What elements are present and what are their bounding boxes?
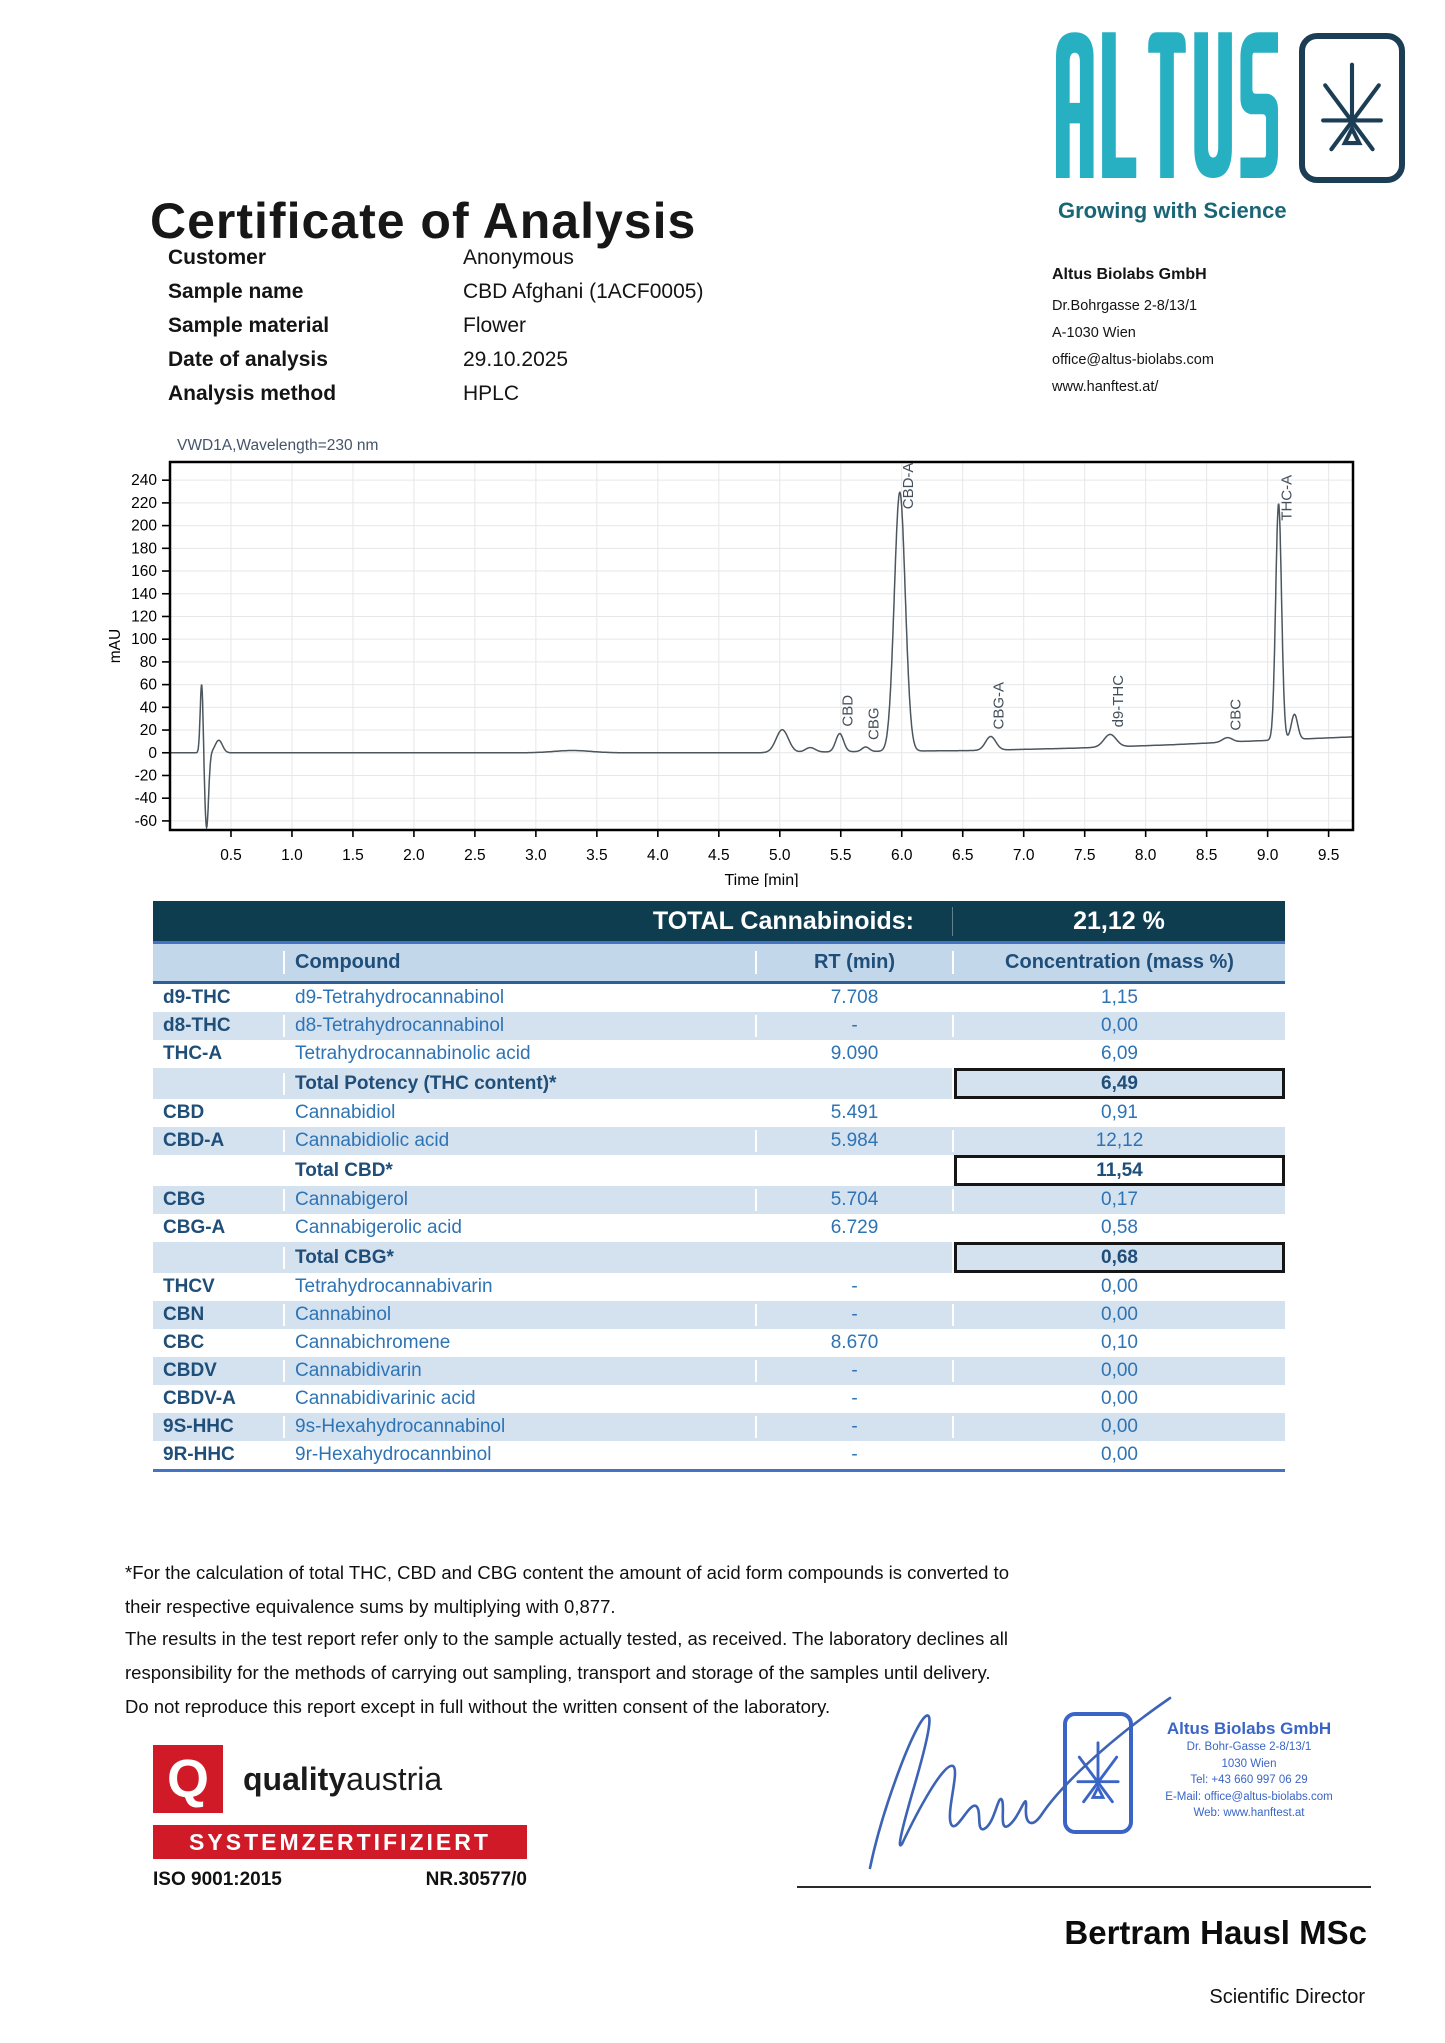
cell-concentration: 6,09 bbox=[952, 1043, 1285, 1065]
cell-abbr: d8-THC bbox=[163, 1015, 231, 1036]
svg-text:5.0: 5.0 bbox=[769, 847, 791, 864]
certificate-number: NR.30577/0 bbox=[425, 1869, 527, 1890]
cell-concentration: 0,17 bbox=[952, 1189, 1285, 1211]
svg-text:8.5: 8.5 bbox=[1195, 847, 1218, 864]
stamp-address-line: Tel: +43 660 997 06 29 bbox=[1190, 1774, 1308, 1786]
svg-text:-40: -40 bbox=[134, 790, 157, 808]
svg-text:60: 60 bbox=[139, 676, 157, 694]
svg-text:3.5: 3.5 bbox=[586, 847, 608, 864]
cell-compound: Cannabigerolic acid bbox=[283, 1217, 755, 1239]
svg-text:5.5: 5.5 bbox=[829, 847, 852, 864]
svg-text:0.5: 0.5 bbox=[220, 847, 242, 864]
systemzertifiziert-banner: SYSTEMZERTIFIZIERT bbox=[153, 1825, 527, 1859]
info-value: 29.10.2025 bbox=[463, 348, 569, 371]
svg-text:CBG: CBG bbox=[865, 707, 883, 740]
cell-concentration bbox=[952, 1155, 1285, 1186]
info-label: Sample material bbox=[168, 314, 330, 337]
hemp-leaf-icon bbox=[1319, 56, 1385, 160]
table-row bbox=[153, 1099, 1285, 1127]
table-row bbox=[153, 1040, 1285, 1068]
cell-concentration: 0,00 bbox=[952, 1416, 1285, 1438]
info-row bbox=[168, 343, 703, 377]
cell-concentration: 0,00 bbox=[952, 1360, 1285, 1382]
svg-text:220: 220 bbox=[131, 494, 157, 512]
table-row bbox=[153, 1273, 1285, 1301]
svg-text:40: 40 bbox=[139, 699, 157, 717]
company-stamp bbox=[1063, 1712, 1355, 1834]
table-header-row bbox=[153, 944, 1285, 984]
cell-rt: - bbox=[755, 1416, 952, 1438]
table-row bbox=[153, 1385, 1285, 1413]
svg-text:-20: -20 bbox=[134, 767, 157, 785]
cell-concentration: 12,12 bbox=[952, 1130, 1285, 1152]
cell-abbr: CBD-A bbox=[163, 1130, 225, 1151]
cell-compound: Cannabinol bbox=[283, 1304, 755, 1326]
table-row bbox=[153, 1214, 1285, 1242]
cell-abbr: 9S-HHC bbox=[163, 1416, 234, 1437]
svg-text:1.0: 1.0 bbox=[281, 847, 303, 864]
svg-text:80: 80 bbox=[139, 653, 157, 671]
cell-abbr: THCV bbox=[163, 1276, 215, 1297]
svg-text:9.5: 9.5 bbox=[1317, 847, 1340, 864]
quality-austria-block bbox=[153, 1745, 527, 1891]
svg-text:200: 200 bbox=[131, 517, 157, 535]
cell-abbr: CBC bbox=[163, 1332, 205, 1353]
cell-abbr: CBD bbox=[163, 1102, 205, 1123]
svg-text:240: 240 bbox=[131, 472, 157, 490]
chart-title: VWD1A,Wavelength=230 nm bbox=[177, 437, 379, 454]
svg-text:2.0: 2.0 bbox=[403, 847, 425, 864]
cell-abbr: 9R-HHC bbox=[163, 1444, 235, 1465]
cell-abbr: CBDV-A bbox=[163, 1388, 236, 1409]
svg-text:7.5: 7.5 bbox=[1073, 847, 1096, 864]
info-value: HPLC bbox=[463, 382, 520, 405]
cell-concentration: 0,00 bbox=[952, 1444, 1285, 1466]
table-row bbox=[153, 1413, 1285, 1441]
info-value: Flower bbox=[463, 314, 527, 337]
svg-text:Time [min]: Time [min] bbox=[724, 872, 799, 887]
total-value-box: 0,68 bbox=[954, 1242, 1285, 1273]
iso-label: ISO 9001:2015 bbox=[153, 1869, 282, 1890]
table-row bbox=[153, 1357, 1285, 1385]
footnote-line: *For the calculation of total THC, CBD and CBG content the amount of acid form compounds is converted to bbox=[125, 1562, 1009, 1583]
stamp-hemp-icon bbox=[1075, 1732, 1121, 1814]
quality-austria-q-icon: Q bbox=[153, 1745, 223, 1813]
sample-info-block bbox=[168, 241, 703, 411]
cell-rt: 6.729 bbox=[755, 1217, 952, 1239]
total-row bbox=[153, 1242, 1285, 1273]
chromatogram-chart bbox=[95, 432, 1360, 887]
info-label: Customer bbox=[168, 246, 267, 269]
logo-tagline: Growing with Science bbox=[1058, 198, 1287, 223]
header-compound: Compound bbox=[283, 951, 755, 974]
stamp-address-line: Dr. Bohr-Gasse 2-8/13/1 bbox=[1186, 1741, 1312, 1753]
stamp-company-name: Altus Biolabs GmbH bbox=[1166, 1719, 1332, 1738]
cell-concentration bbox=[952, 1068, 1285, 1099]
disclaimer-line: Do not reproduce this report except in full without the written consent of the laboratory. bbox=[125, 1696, 831, 1717]
company-address-line: office@altus-biolabs.com bbox=[1052, 352, 1214, 368]
cell-abbr: THC-A bbox=[163, 1043, 223, 1064]
svg-text:2.5: 2.5 bbox=[464, 847, 486, 864]
info-value: Anonymous bbox=[463, 246, 574, 269]
cell-rt: 5.491 bbox=[755, 1102, 952, 1124]
cell-compound: Cannabidiolic acid bbox=[283, 1130, 755, 1152]
cell-rt: 9.090 bbox=[755, 1043, 952, 1065]
table-row bbox=[153, 1301, 1285, 1329]
cell-concentration: 0,00 bbox=[952, 1388, 1285, 1410]
svg-text:-60: -60 bbox=[134, 812, 157, 830]
svg-text:CBC: CBC bbox=[1227, 698, 1245, 731]
total-value-box: 6,49 bbox=[954, 1068, 1285, 1099]
svg-text:CBD-A: CBD-A bbox=[899, 462, 917, 510]
svg-text:CBG-A: CBG-A bbox=[990, 681, 1008, 730]
company-address-block bbox=[1052, 266, 1214, 401]
cell-compound: 9r-Hexahydrocannbinol bbox=[283, 1444, 755, 1466]
svg-text:100: 100 bbox=[131, 631, 157, 649]
cell-abbr: CBN bbox=[163, 1304, 205, 1325]
svg-text:9.0: 9.0 bbox=[1256, 847, 1279, 864]
table-row bbox=[153, 984, 1285, 1012]
footnote-line: their respective equivalence sums by multiplying with 0,877. bbox=[125, 1596, 616, 1617]
stamp-address-line: E-Mail: office@altus-biolabs.com bbox=[1165, 1790, 1333, 1803]
table-row bbox=[153, 1441, 1285, 1469]
cell-rt: - bbox=[755, 1015, 952, 1037]
info-label: Sample name bbox=[168, 280, 304, 303]
info-row bbox=[168, 377, 703, 411]
info-label: Date of analysis bbox=[168, 348, 328, 371]
table-row bbox=[153, 1186, 1285, 1214]
info-value: CBD Afghani (1ACF0005) bbox=[463, 280, 704, 303]
cell-compound: Tetrahydrocannabivarin bbox=[283, 1276, 755, 1298]
signatory-name: Bertram Hausl MSc bbox=[1064, 1914, 1367, 1951]
svg-text:140: 140 bbox=[131, 585, 157, 603]
cell-rt: 5.984 bbox=[755, 1130, 952, 1152]
cell-rt: - bbox=[755, 1388, 952, 1410]
cell-compound: Cannabichromene bbox=[283, 1332, 755, 1354]
cell-abbr: CBG bbox=[163, 1189, 206, 1210]
cell-concentration: 0,58 bbox=[952, 1217, 1285, 1239]
cell-abbr: d9-THC bbox=[163, 987, 231, 1008]
info-row bbox=[168, 275, 703, 309]
cell-compound: d9-Tetrahydrocannabinol bbox=[283, 987, 755, 1009]
cannabinoid-table bbox=[153, 901, 1285, 1472]
cell-rt: 5.704 bbox=[755, 1189, 952, 1211]
svg-text:180: 180 bbox=[131, 540, 157, 558]
cell-concentration: 0,00 bbox=[952, 1015, 1285, 1037]
cell-compound: Cannabidiol bbox=[283, 1102, 755, 1124]
cell-abbr: CBG-A bbox=[163, 1217, 226, 1238]
stamp-address-line: Web: www.hanftest.at bbox=[1193, 1807, 1305, 1819]
svg-text:7.0: 7.0 bbox=[1012, 847, 1035, 864]
cell-compound: Tetrahydrocannabinolic acid bbox=[283, 1043, 755, 1065]
svg-text:160: 160 bbox=[131, 563, 157, 581]
table-row bbox=[153, 1127, 1285, 1155]
info-row bbox=[168, 241, 703, 275]
cell-concentration: 0,91 bbox=[952, 1102, 1285, 1124]
cell-rt: 7.708 bbox=[755, 987, 952, 1009]
cell-compound: Cannabidivarin bbox=[283, 1360, 755, 1382]
svg-text:d9-THC: d9-THC bbox=[1110, 674, 1128, 728]
stamp-badge bbox=[1063, 1712, 1133, 1834]
total-cannabinoids-value: 21,12 % bbox=[952, 907, 1285, 936]
svg-text:8.0: 8.0 bbox=[1134, 847, 1157, 864]
cell-rt: - bbox=[755, 1444, 952, 1466]
svg-text:CBD: CBD bbox=[839, 694, 857, 727]
cell-rt: - bbox=[755, 1304, 952, 1326]
svg-text:4.5: 4.5 bbox=[708, 847, 730, 864]
cell-abbr: CBDV bbox=[163, 1360, 217, 1381]
cell-compound: Total CBG* bbox=[283, 1247, 755, 1269]
header-rt: RT (min) bbox=[755, 951, 952, 974]
disclaimer-line: The results in the test report refer only to the sample actually tested, as received. The laboratory declines all bbox=[125, 1628, 1008, 1649]
cell-concentration: 0,00 bbox=[952, 1304, 1285, 1326]
total-value-box: 11,54 bbox=[954, 1155, 1285, 1186]
altus-logo-badge bbox=[1299, 33, 1405, 183]
svg-text:6.5: 6.5 bbox=[951, 847, 974, 864]
page-title: Certificate of Analysis bbox=[150, 193, 697, 249]
cell-concentration bbox=[952, 1242, 1285, 1273]
svg-text:mAU: mAU bbox=[107, 628, 124, 664]
altus-logo-wordmark bbox=[1056, 30, 1278, 178]
cell-concentration: 0,10 bbox=[952, 1332, 1285, 1354]
disclaimer-line: responsibility for the methods of carrying out sampling, transport and storage of the samples until delivery. bbox=[125, 1662, 991, 1683]
cell-concentration: 0,00 bbox=[952, 1276, 1285, 1298]
cell-compound: Total CBD* bbox=[283, 1160, 755, 1182]
cell-rt: - bbox=[755, 1276, 952, 1298]
cell-compound: 9s-Hexahydrocannabinol bbox=[283, 1416, 755, 1438]
svg-text:120: 120 bbox=[131, 608, 157, 626]
cell-compound: Cannabidivarinic acid bbox=[283, 1388, 755, 1410]
total-cannabinoids-label: TOTAL Cannabinoids: bbox=[652, 906, 914, 935]
svg-text:1.5: 1.5 bbox=[342, 847, 364, 864]
stamp-address-line: 1030 Wien bbox=[1221, 1757, 1277, 1770]
info-label: Analysis method bbox=[168, 382, 337, 405]
svg-text:0: 0 bbox=[148, 744, 157, 762]
cell-compound: d8-Tetrahydrocannabinol bbox=[283, 1015, 755, 1037]
info-row bbox=[168, 309, 703, 343]
svg-text:4.0: 4.0 bbox=[647, 847, 669, 864]
table-row bbox=[153, 1329, 1285, 1357]
company-address-line: www.hanftest.at/ bbox=[1052, 379, 1159, 395]
total-row bbox=[153, 1068, 1285, 1099]
header-concentration: Concentration (mass %) bbox=[952, 951, 1285, 974]
table-row bbox=[153, 1012, 1285, 1040]
cell-concentration: 1,15 bbox=[952, 987, 1285, 1009]
company-name: Altus Biolabs GmbH bbox=[1052, 266, 1207, 283]
cell-compound: Cannabigerol bbox=[283, 1189, 755, 1211]
signatory-role: Scientific Director bbox=[1209, 1986, 1365, 2008]
quality-austria-wordmark: qualityaustria bbox=[243, 1760, 443, 1797]
svg-text:6.0: 6.0 bbox=[890, 847, 913, 864]
disclaimer-text bbox=[125, 1622, 1008, 1724]
cell-compound: Total Potency (THC content)* bbox=[283, 1073, 755, 1095]
cell-rt: 8.670 bbox=[755, 1332, 952, 1354]
svg-text:3.0: 3.0 bbox=[525, 847, 547, 864]
signature-line bbox=[797, 1886, 1371, 1888]
company-address-line: A-1030 Wien bbox=[1052, 325, 1136, 341]
cell-rt: - bbox=[755, 1360, 952, 1382]
total-row bbox=[153, 1155, 1285, 1186]
company-address-line: Dr.Bohrgasse 2-8/13/1 bbox=[1052, 298, 1198, 314]
total-cannabinoids-bar bbox=[153, 901, 1285, 944]
svg-text:20: 20 bbox=[139, 722, 157, 740]
svg-text:THC-A: THC-A bbox=[1278, 474, 1296, 521]
asterisk-footnote bbox=[125, 1556, 1009, 1624]
